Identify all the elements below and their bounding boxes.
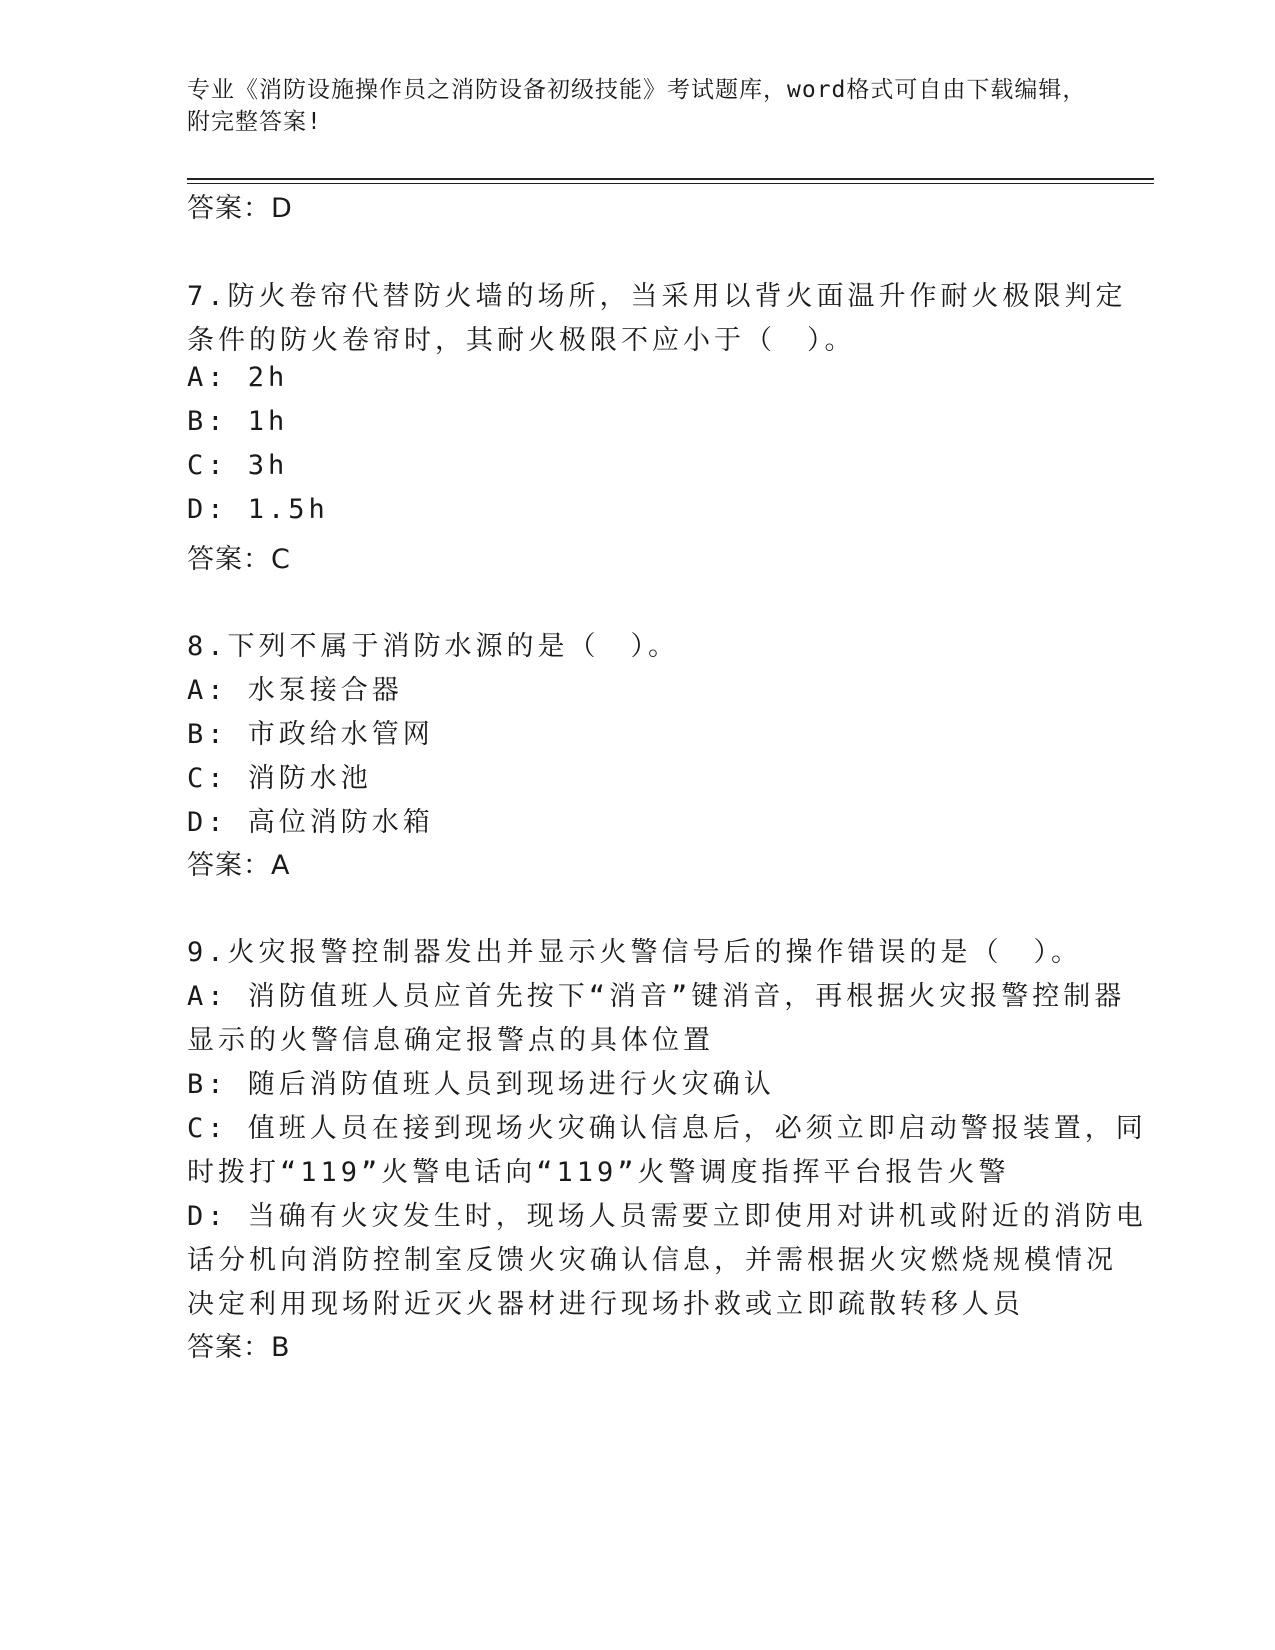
header-rule-thick	[187, 178, 1154, 180]
question-8-option-d: D: 高位消防水箱	[187, 807, 434, 838]
question-7-answer: 答案：C	[187, 544, 291, 575]
question-8-answer: 答案：A	[187, 850, 291, 881]
question-9-option-a-line-1: A: 消防值班人员应首先按下“消音”键消音，再根据火灾报警控制器	[187, 981, 1126, 1012]
question-9-stem: 9.火灾报警控制器发出并显示火警信号后的操作错误的是（ ）。	[187, 937, 1083, 968]
question-9-option-d-line-1: D: 当确有火灾发生时，现场人员需要立即使用对讲机或附近的消防电	[187, 1201, 1147, 1232]
question-7-stem-line-1: 7.防火卷帘代替防火墙的场所，当采用以背火面温升作耐火极限判定	[187, 281, 1127, 312]
question-9-answer: 答案：B	[187, 1332, 291, 1363]
question-8-option-b: B: 市政给水管网	[187, 719, 434, 750]
question-8-option-a: A: 水泵接合器	[187, 675, 403, 706]
question-9-option-d-line-3: 决定利用现场附近灭火器材进行现场扑救或立即疏散转移人员	[187, 1289, 1024, 1320]
question-9-option-c-line-2: 时拨打“119”火警电话向“119”火警调度指挥平台报告火警	[187, 1157, 1010, 1188]
question-8-option-c: C: 消防水池	[187, 763, 372, 794]
header-rule-thin	[187, 183, 1154, 184]
question-7-option-c: C: 3h	[187, 450, 289, 481]
question-9-option-d-line-2: 话分机向消防控制室反馈火灾确认信息，并需根据火灾燃烧规模情况	[187, 1245, 1117, 1276]
question-8-stem: 8.下列不属于消防水源的是（ ）。	[187, 631, 680, 662]
question-7-stem-line-2: 条件的防火卷帘时，其耐火极限不应小于（ ）。	[187, 325, 856, 356]
question-7-option-b: B: 1h	[187, 406, 289, 437]
question-9-option-b: B: 随后消防值班人员到现场进行火灾确认	[187, 1069, 775, 1100]
previous-answer: 答案：D	[187, 193, 293, 224]
question-7-option-d: D: 1.5h	[187, 494, 329, 525]
question-9-option-c-line-1: C: 值班人员在接到现场火灾确认信息后，必须立即启动警报装置，同	[187, 1113, 1147, 1144]
question-9-option-a-line-2: 显示的火警信息确定报警点的具体位置	[187, 1025, 714, 1056]
question-7-option-a: A: 2h	[187, 362, 289, 393]
document-header: 专业《消防设施操作员之消防设备初级技能》考试题库，word格式可自由下载编辑，附完整答案!	[187, 77, 1087, 135]
